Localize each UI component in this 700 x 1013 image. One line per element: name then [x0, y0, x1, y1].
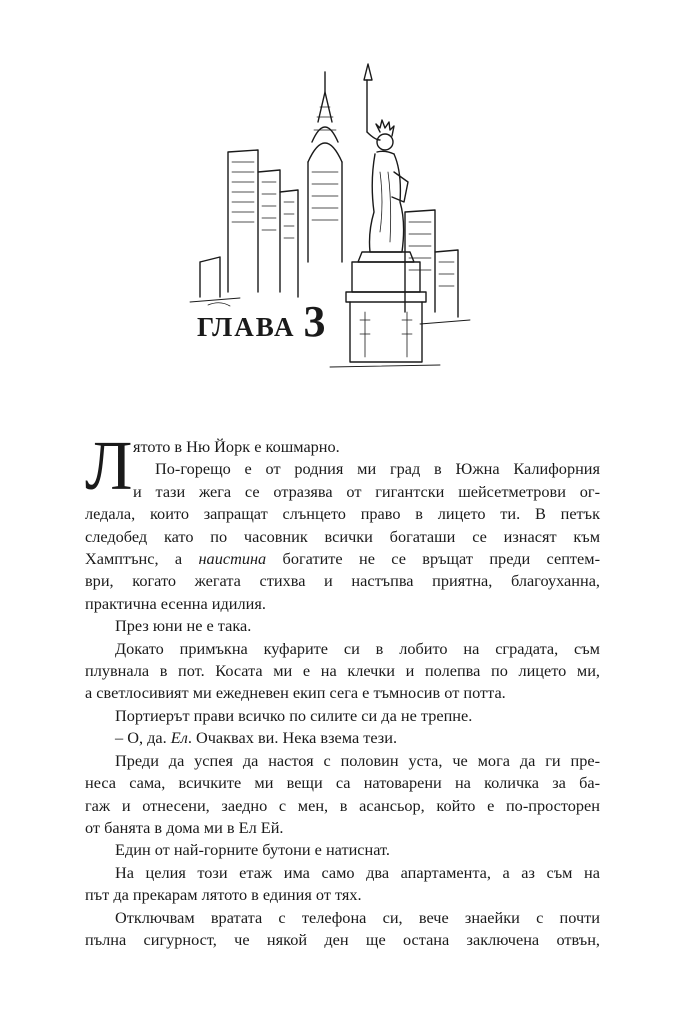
- text-line: По-горещо е от родния ми град в Южна Калифорния: [155, 459, 600, 479]
- text-line: от банята в дома ми в Ел Ей.: [85, 817, 284, 837]
- italic-span: наистина: [198, 549, 267, 569]
- text-line: ледала, които запращат слънцето право в лицето ти. В петък: [85, 504, 600, 524]
- text-line: ятото в Ню Йорк е кошмарно.: [133, 437, 340, 456]
- text-line: На целия този етаж има само два апартамента, а аз съм на: [115, 862, 600, 882]
- chapter-number: 3: [303, 297, 326, 346]
- text-span: богатите не се връщат преди септем-: [266, 549, 600, 569]
- text-line: [85, 727, 600, 749]
- text-line: ври, когато жегата стихва и настъпва приятна, благоуханна,: [85, 571, 600, 591]
- text-line: Отключвам вратата с телефона си, вече знаейки с почти: [115, 907, 600, 927]
- text-line: През юни не е така.: [115, 616, 252, 636]
- text-line: плувнала в пот. Косата ми е на клечки и полепва по лицето ми,: [85, 661, 600, 681]
- text-line: неса сама, всичките ми вещи са натоварени на количка за ба-: [85, 773, 600, 793]
- text-line: пълна сигурност, че някой ден ще остана заключена отвън,: [85, 929, 600, 949]
- text-line: път да прекарам лятото в единия от тях.: [85, 885, 362, 905]
- text-span: . Очаквах ви. Нека взема тези.: [187, 728, 398, 748]
- text-line: а светлосивият ми ежедневен екип сега е тъмносив от потта.: [85, 683, 506, 703]
- italic-span: Ел: [170, 728, 188, 748]
- drop-cap: Л: [85, 428, 133, 505]
- chapter-word: ГЛАВА: [197, 312, 296, 342]
- chapter-heading: [197, 296, 326, 347]
- text-line: Портиерът прави всичко по силите си да не трепне.: [115, 705, 473, 725]
- text-span: – О, да.: [115, 728, 171, 748]
- text-line: следобед като по часовник всички богаташи се изнасят към: [85, 526, 600, 546]
- text-line: [85, 548, 600, 570]
- chapter-body-text: [85, 428, 600, 951]
- text-line: Преди да успея да настоя с половин уста, че мога да ги пре-: [115, 750, 600, 770]
- text-line: гаж и отнесени, заедно с мен, в асансьор, който е по-просторен: [85, 795, 600, 815]
- text-line: Докато примъкна куфарите си в лобито на сградата, съм: [115, 638, 600, 658]
- text-span: Хамптънс, а: [85, 549, 199, 569]
- text-line: практична есенна идилия.: [85, 593, 266, 613]
- text-line: и тази жега се отразява от гигантски шейсетметрови ог-: [133, 481, 600, 501]
- paragraph: [85, 428, 600, 505]
- text-line: Един от най-горните бутони е натиснат.: [115, 840, 390, 860]
